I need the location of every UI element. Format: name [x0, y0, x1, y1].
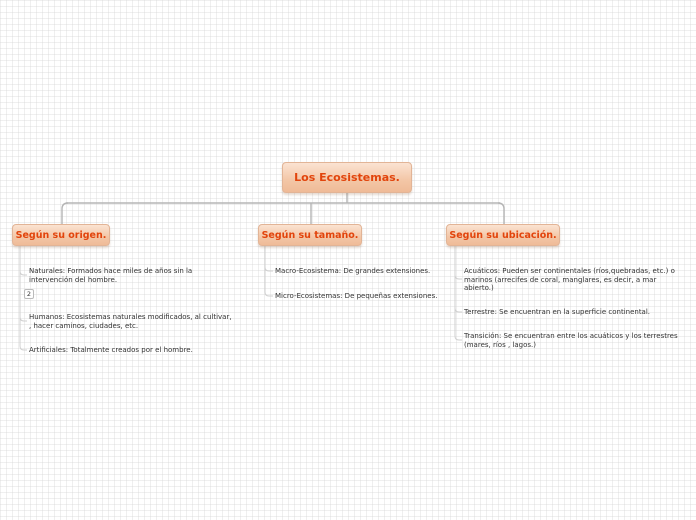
- item-count-badge[interactable]: 2: [24, 289, 34, 299]
- leaf-aquatic[interactable]: Acuáticos: Pueden ser continentales (ríos,quebradas, etc.) o marinos (arrecifes de coral, manglares, es decir, a mar abierto.): [464, 267, 675, 292]
- leaf-macro[interactable]: Macro-Ecosistema: De grandes extensiones.: [275, 267, 431, 275]
- leaf-terrestrial[interactable]: Terrestre: Se encuentran en la superficie continental.: [464, 308, 651, 316]
- leaf-transition[interactable]: Transición: Se encuentran entre los acuáticos y los terrestres (mares, ríos , lagos.): [464, 332, 678, 349]
- root-topic[interactable]: [282, 162, 412, 193]
- leaf-micro[interactable]: Micro-Ecosistemas: De pequeñas extensiones.: [275, 292, 438, 300]
- topic-location[interactable]: [446, 224, 560, 246]
- topic-size-label: Según su tamaño.: [261, 229, 359, 241]
- topic-origin[interactable]: [12, 224, 110, 246]
- leaf-human[interactable]: Humanos: Ecosistemas naturales modificados, al cultivar, , hacer caminos, ciudades, etc.: [29, 313, 232, 330]
- root-topic-label: Los Ecosistemas.: [294, 171, 400, 184]
- leaf-natural[interactable]: Naturales: Formados hace miles de años sin la intervención del hombre.: [29, 267, 193, 284]
- topic-size[interactable]: [258, 224, 362, 246]
- topic-origin-label: Según su origen.: [15, 229, 107, 241]
- leaf-artificial[interactable]: Artificiales: Totalmente creados por el hombre.: [29, 346, 193, 354]
- topic-location-label: Según su ubicación.: [449, 229, 557, 241]
